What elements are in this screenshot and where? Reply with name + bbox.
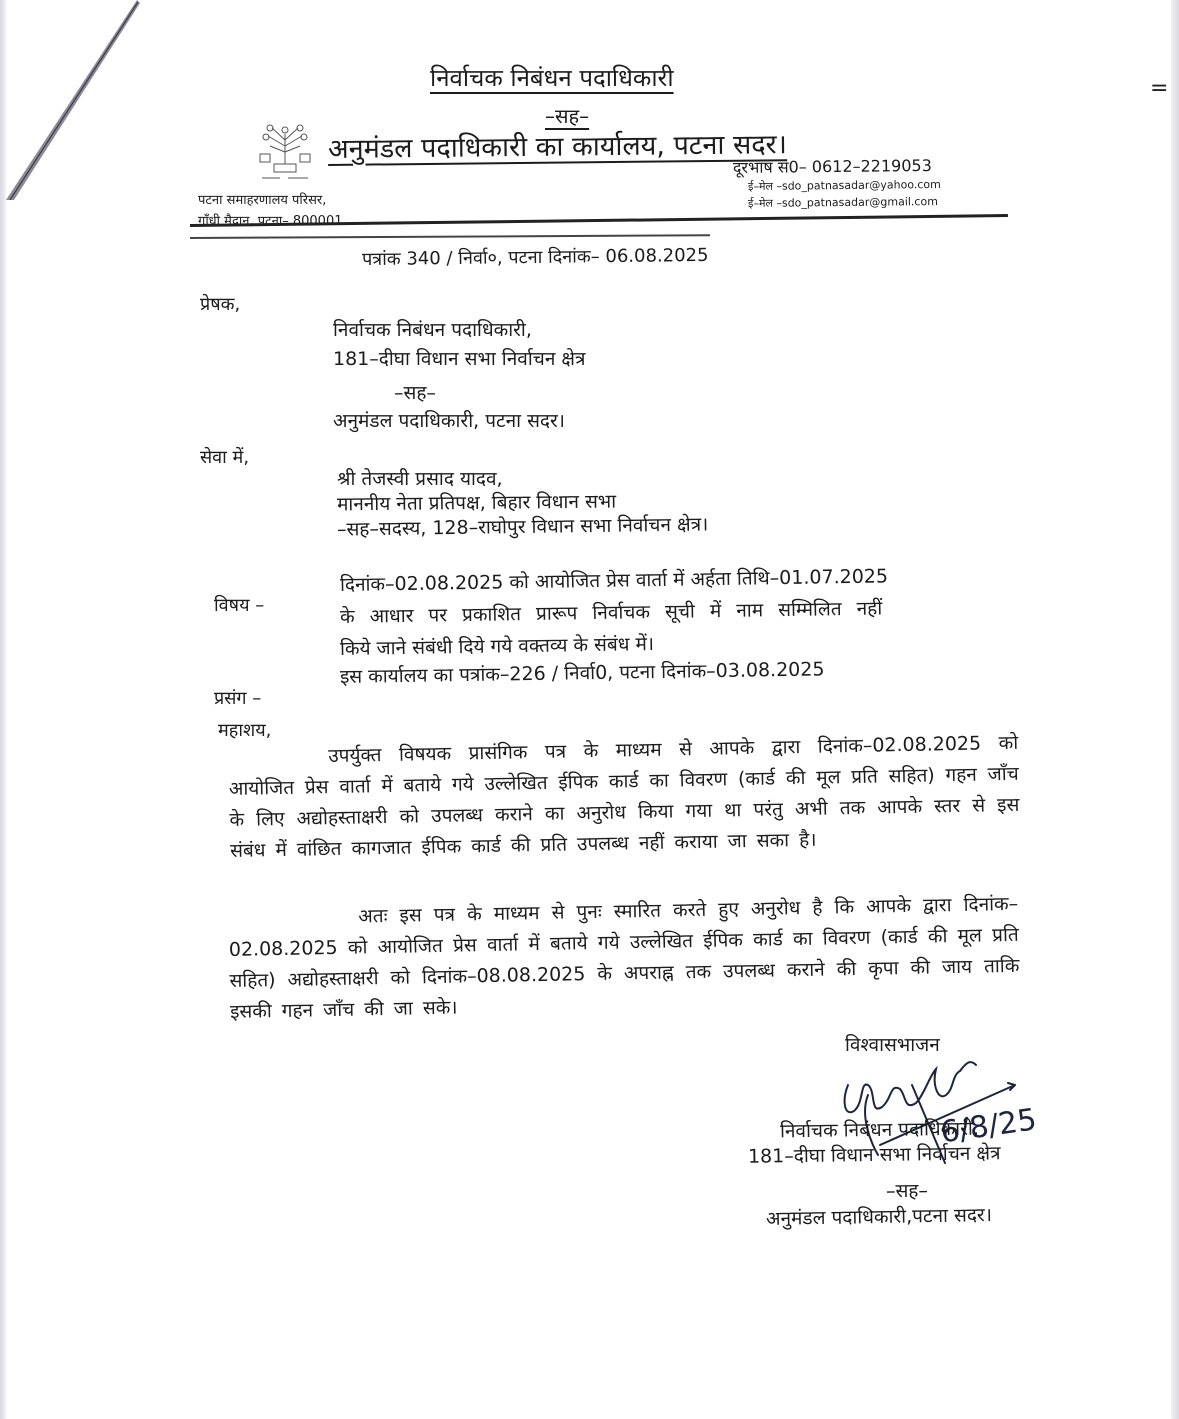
margin-mark: = bbox=[1150, 76, 1169, 101]
signature-date: 6/8/25 bbox=[938, 1102, 1039, 1151]
context-text: इस कार्यालय का पत्रांक–226 / निर्वा0, पटना दिनांक–03.08.2025 bbox=[339, 658, 825, 688]
sender-line: –सह– bbox=[394, 382, 436, 404]
context-label: प्रसंग – bbox=[214, 688, 262, 709]
bihar-emblem-icon bbox=[250, 120, 320, 184]
body-paragraph-2: अतः इस पत्र के माध्यम से पुनः स्मारित करते हुए अनुरोध है कि आपके द्वारा दिनांक–02.08.2025 को आयोजित प्रेस वार्ता में बताये गये उल्लेखित ईपिक कार्ड का विवरण (कार्ड की मूल प्रति सहित) अद्योहस्ताक्षरी को दिनांक–08.08.2025 के अपराह्न तक उपलब्ध कराने की कृपा की जाय ताकि इसकी गहन जाँच की जा सके। bbox=[228, 892, 1020, 1023]
subject-line: दिनांक–02.08.2025 को आयोजित प्रेस वार्ता में अर्हता तिथि–01.07.2025 bbox=[339, 565, 889, 596]
letterhead-address-line-1: पटना समाहरणालय परिसर, bbox=[198, 193, 327, 208]
letterhead-email-gmail: ई–मेल –sdo_patnasadar@gmail.com bbox=[747, 195, 938, 210]
letterhead-address-line-2: गाँधी मैदान, पटना– 800001 bbox=[198, 214, 343, 229]
body-paragraph-1: उपर्युक्त विषयक प्रासंगिक पत्र के माध्यम से आपके द्वारा दिनांक–02.08.2025 को आयोजित प्रेस वार्ता में बताये गये उल्लेखित ईपिक कार्ड का विवरण (कार्ड की मूल प्रति सहित) गहन जाँच के लिए अद्योहस्ताक्षरी को उपलब्ध कराने का अनुरोध किया गया था परंतु अभी तक आपके स्तर से इस संबंध में वांछित कागजात ईपिक कार्ड की प्रति उपलब्ध नहीं कराया जा सका है। bbox=[228, 731, 1020, 862]
sender-label: प्रेषक, bbox=[200, 294, 241, 315]
recipient-line: श्री तेजस्वी प्रसाद यादव, bbox=[337, 468, 503, 490]
letterhead-office-name: अनुमंडल पदाधिकारी का कार्यालय, पटना सदर। bbox=[327, 129, 788, 165]
subject-label: विषय – bbox=[214, 595, 265, 616]
signatory-line: –सह– bbox=[885, 1179, 929, 1203]
letterhead-sah: –सह– bbox=[545, 104, 590, 128]
recipient-line: –सह–सदस्य, 128–राघोपुर विधान सभा निर्वाचन क्षेत्र। bbox=[336, 513, 709, 541]
recipient-line: माननीय नेता प्रतिपक्ष, बिहार विधान सभा bbox=[336, 490, 617, 516]
letterhead-email-yahoo: ई–मेल –sdo_patnasadar@yahoo.com bbox=[747, 177, 941, 194]
signatory-line: 181–दीघा विधान सभा निर्वाचन क्षेत्र bbox=[747, 1142, 1001, 1168]
subject-line: किये जाने संबंधी दिये गये वक्तव्य के संबंध में। bbox=[339, 633, 655, 660]
signatory-line: निर्वाचक निबंधन पदाधिकारी, bbox=[779, 1117, 980, 1143]
signatory-line: अनुमंडल पदाधिकारी,पटना सदर। bbox=[765, 1204, 993, 1230]
letterhead-title: निर्वाचक निबंधन पदाधिकारी bbox=[430, 64, 674, 92]
letterhead-divider-secondary bbox=[190, 234, 710, 239]
subject-line: के आधार पर प्रकाशित प्रारूप निर्वाचक सूची में नाम सम्मिलित नहीं bbox=[339, 597, 883, 628]
closing-phrase: विश्वासभाजन bbox=[845, 1034, 940, 1056]
sender-line: अनुमंडल पदाधिकारी, पटना सदर। bbox=[333, 410, 565, 432]
letter-reference-number: पत्रांक 340 / निर्वा०, पटना दिनांक– 06.08.2025 bbox=[361, 244, 709, 271]
letterhead-phone: दूरभाष सं0– 0612–2219053 bbox=[732, 155, 932, 178]
salutation: महाशय, bbox=[218, 720, 272, 741]
recipient-label: सेवा में, bbox=[200, 447, 250, 468]
sender-line: 181–दीघा विधान सभा निर्वाचन क्षेत्र bbox=[333, 348, 586, 370]
sender-line: निर्वाचक निबंधन पदाधिकारी, bbox=[333, 319, 532, 341]
